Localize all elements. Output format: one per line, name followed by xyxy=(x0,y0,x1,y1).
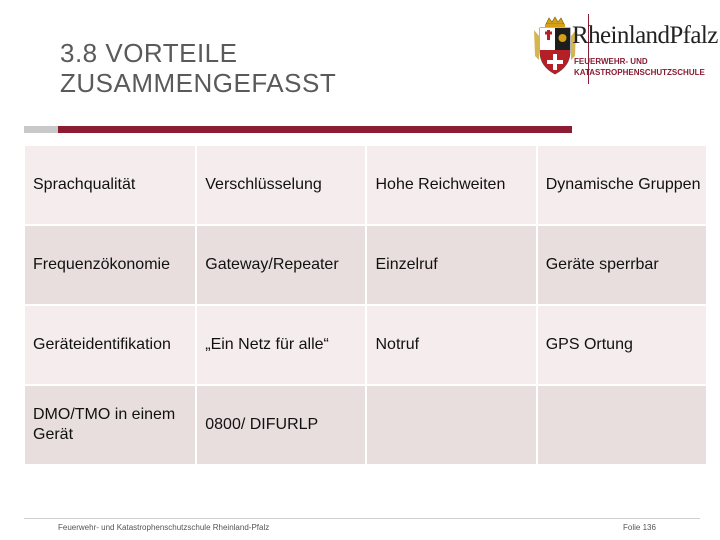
table-cell: „Ein Netz für alle“ xyxy=(196,305,366,385)
slide-title xyxy=(60,38,336,98)
footer-page-number: Folie 136 xyxy=(623,523,656,532)
table-cell xyxy=(366,385,536,465)
table-cell: 0800/ DIFURLP xyxy=(196,385,366,465)
logo-org-line-1: FEUERWEHR- UND xyxy=(574,57,648,66)
table-cell: Hohe Reichweiten xyxy=(366,146,536,226)
table-row xyxy=(25,225,708,305)
table-cell: Frequenzökonomie xyxy=(25,225,197,305)
table-cell xyxy=(537,385,707,465)
logo-org-line-2: KATASTROPHENSCHUTZSCHULE xyxy=(574,68,705,77)
rlp-logo xyxy=(528,8,718,88)
table-cell: Einzelruf xyxy=(366,225,536,305)
advantages-table xyxy=(24,145,708,466)
footer-divider xyxy=(24,518,700,519)
logo-wordmark: RheinlandPfalz xyxy=(572,22,718,49)
table-cell: Notruf xyxy=(366,305,536,385)
table-cell: Geräte sperrbar xyxy=(537,225,707,305)
title-rule-accent xyxy=(58,126,572,133)
footer-organization: Feuerwehr- und Katastrophenschutzschule Rheinland-Pfalz xyxy=(58,523,270,532)
slide-title-line-1: 3.8 VORTEILE xyxy=(60,38,238,68)
table-row xyxy=(25,146,708,226)
table-cell: Verschlüsselung xyxy=(196,146,366,226)
table-cell: Dynamische Gruppen xyxy=(537,146,707,226)
logo-org-name xyxy=(574,56,720,78)
table-cell: Geräteidentifikation xyxy=(25,305,197,385)
slide-title-line-2: ZUSAMMENGEFASST xyxy=(60,68,337,98)
title-rule-gray xyxy=(24,126,58,133)
table-cell: Gateway/Repeater xyxy=(196,225,366,305)
table-row xyxy=(25,305,708,385)
table-row xyxy=(25,385,708,465)
table-cell: DMO/TMO in einem Gerät xyxy=(25,385,197,465)
table-cell: GPS Ortung xyxy=(537,305,707,385)
table-cell: Sprachqualität xyxy=(25,146,197,226)
